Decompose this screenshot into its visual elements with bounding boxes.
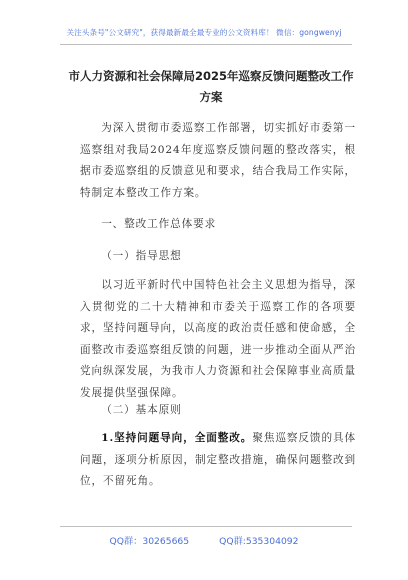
footer-qq-group-2: QQ群:535304092 xyxy=(219,536,299,547)
footer-qq-group-1: QQ群：30265665 xyxy=(109,536,190,547)
subsection-heading-1: （一）指导思想 xyxy=(101,250,182,262)
principle-1-body: 聚焦巡察反馈的具体问题，逐项分析原因，制定整改措施，确保问题整改到位，不留死角。 xyxy=(80,432,356,487)
intro-paragraph: 为深入贯彻市委巡察工作部署，切实抓好市委第一巡察组对我局2024年度巡察反馈问题的整改落实，根据市委巡察组的反馈意见和要求，结合我局工作实际，特制定本整改工作方案。 xyxy=(80,122,356,199)
principle-1-lead: 1.坚持问题导向，全面整改。 xyxy=(101,432,253,444)
footer xyxy=(0,533,408,547)
header-notice: 关注头条号"公文研究"，获得最新最全最专业的公文资料库！ 微信：gongwenyj xyxy=(66,28,342,37)
subsection-heading-2: （二）基本原则 xyxy=(101,404,182,416)
header-divider xyxy=(60,44,352,45)
document-title: 市人力资源和社会保障局2025年巡察反馈问题整改工作方案 xyxy=(68,69,354,104)
section-heading-1: 一、整改工作总体要求 xyxy=(101,218,217,230)
principle-1-paragraph xyxy=(80,428,356,493)
guiding-thought-paragraph: 以习近平新时代中国特色社会主义思想为指导，深入贯彻党的二十大精神和市委关于巡察工作的各项要求，坚持问题导向，以高度的政治责任感和使命感，全面整改市委巡察组反馈的问题，进一步推动全面从严治党向纵深发展，为我市人力资源和社会保障事业高质量发展提供坚强保障。 xyxy=(80,279,356,399)
footer-divider xyxy=(60,526,352,527)
